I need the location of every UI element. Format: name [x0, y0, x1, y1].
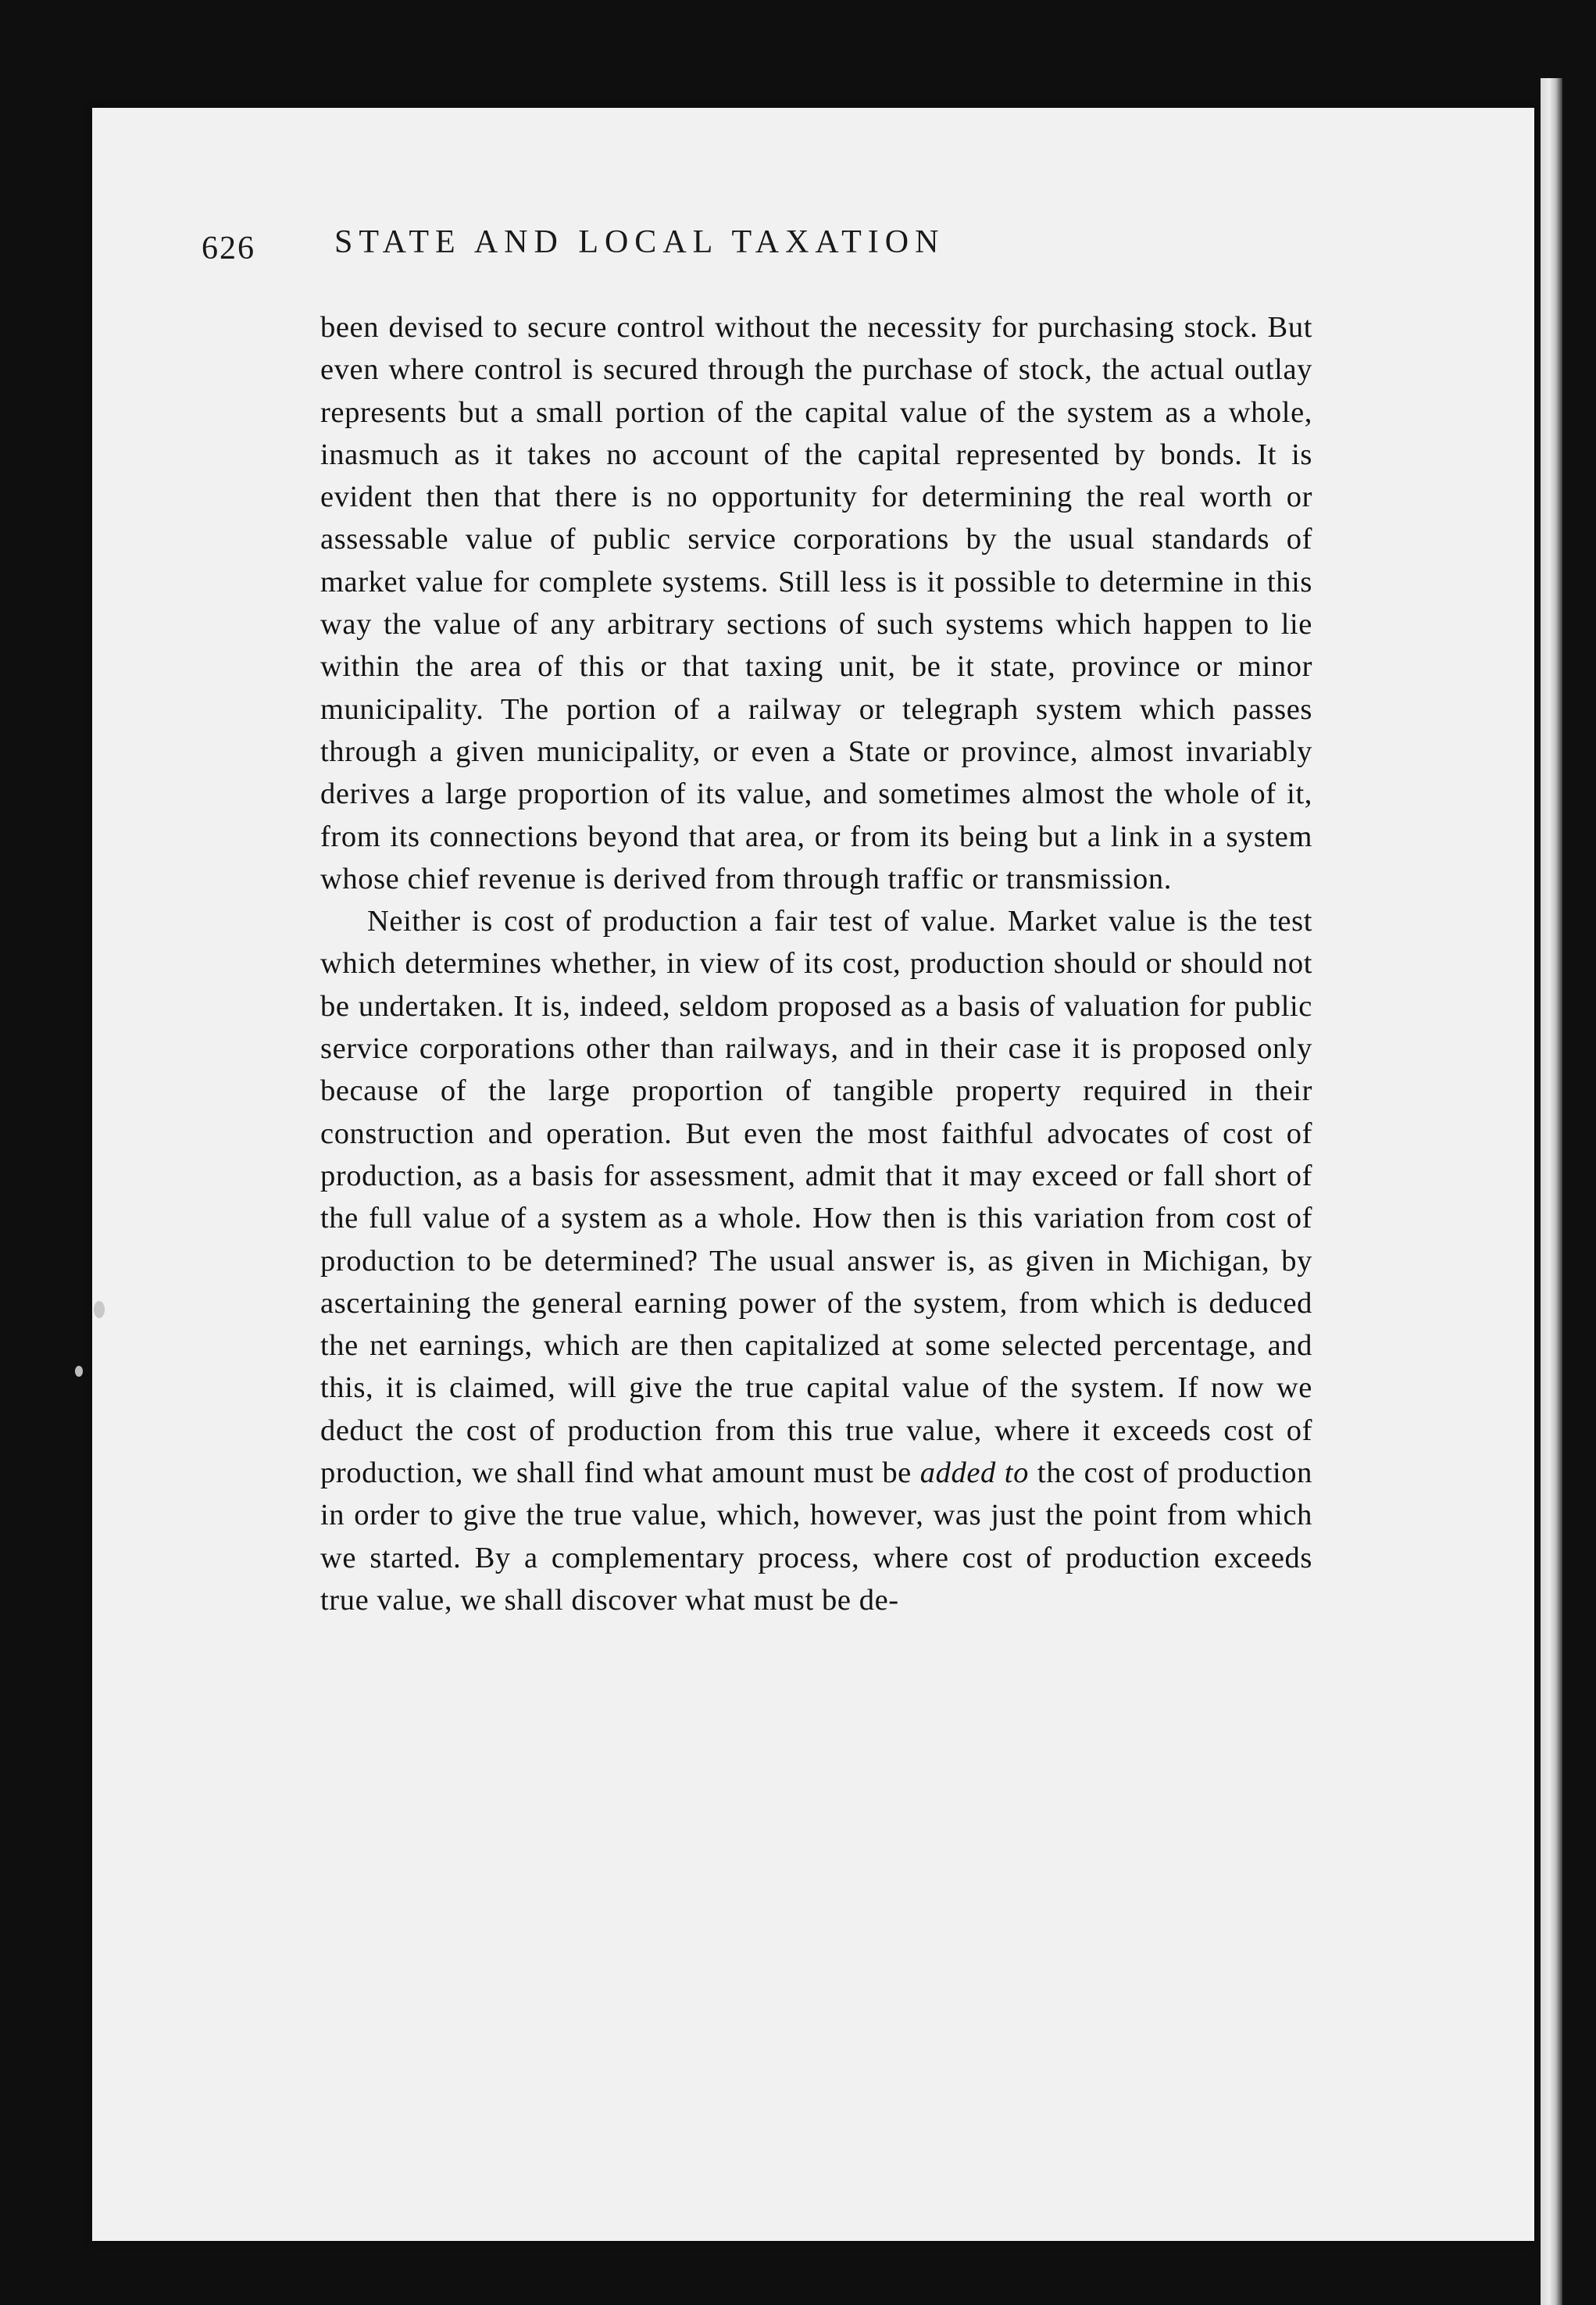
paragraph-text: Neither is cost of production a fair test of value. Market value is the test which determines whether, in view of its cost, production should or should not be undertaken. It is, indeed, seldom proposed as a basis of valuation for public service corporations other than railways, and in their case it is proposed only because of the large proportion of tangible property required in their construction and operation. But even the most faithful advocates of cost of production, as a basis for assessment, admit that it may exceed or fall short of the full value of a system as a whole. How then is this variation from cost of production to be determined? The usual answer is, as given in Michigan, by ascertaining the general earning power of the system, from which is deduced the net earnings, which are then capitalized at some selected percentage, and this, it is claimed, will give the true capital value of the system. If now we deduct the cost of production from this true value, where it exceeds cost of production, we shall find what amount must be [320, 905, 1312, 1490]
paragraph-text-continued: the cost of production in order to give the true value, which, however, was just the point from which we started. By a complementary process, where cost of production exceeds true value, we shall discover what must be de- [320, 1456, 1313, 1617]
body-text [320, 306, 1312, 1621]
page-number: 626 [202, 230, 255, 266]
running-title: STATE AND LOCAL TAXATION [334, 224, 945, 260]
scan-page-edge [1541, 78, 1562, 2305]
running-header [202, 223, 1076, 278]
paragraph-2 [320, 900, 1312, 1621]
scan-speck [75, 1366, 83, 1377]
paragraph-1 [320, 306, 1312, 900]
paragraph-text: been devised to secure control without the necessity for purchasing stock. But even where control is secured through the purchase of stock, the actual outlay represents but a small portion of the capital value of the system as a whole, inasmuch as it takes no account of the capital represented by bonds. It is evident then that there is no opportunity for determining the real worth or assessable value of public service corporations by the usual standards of market value for complete systems. Still less is it possible to determine in this way the value of any arbitrary sections of such systems which happen to lie within the area of this or that taxing unit, be it state, province or minor municipality. The portion of a railway or telegraph system which passes through a given municipality, or even a State or province, almost invariably derives a large proportion of its value, and sometimes almost the whole of it, from its connections beyond that area, or from its being but a link in a system whose chief revenue is derived from through traffic or transmission. [320, 311, 1312, 895]
scan-speck [94, 1301, 105, 1318]
emphasis-text: added to [919, 1456, 1029, 1490]
